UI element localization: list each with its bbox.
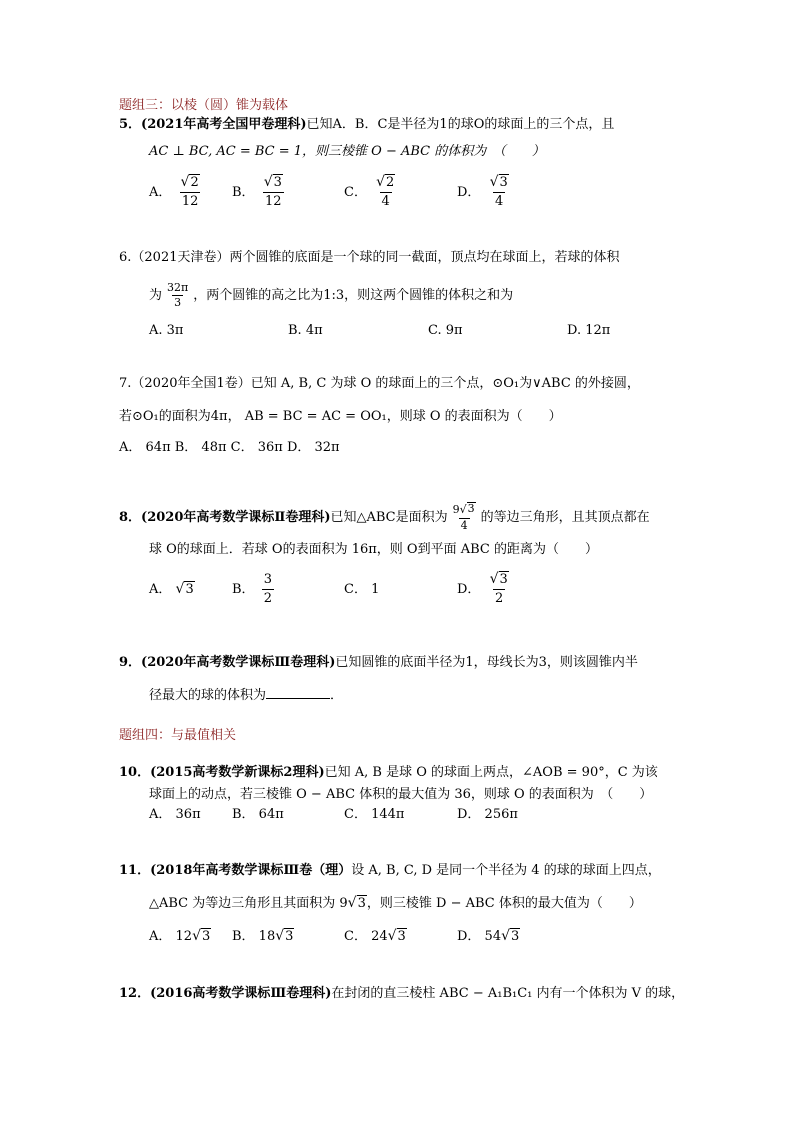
- denominator: 2: [263, 591, 272, 606]
- question-12-line-1: [119, 985, 684, 1003]
- question-6-option-d: D. 12π: [567, 323, 611, 338]
- option-label: C．: [344, 185, 367, 200]
- question-5-line-1: [119, 116, 614, 134]
- question-8-line-1: [119, 502, 650, 533]
- denominator: 12: [265, 194, 282, 209]
- question-8-option-a: A． √ 3: [149, 581, 194, 597]
- question-5-number: 5．: [119, 117, 142, 132]
- question-11-option-a: A． 12 √ 3: [149, 928, 211, 944]
- question-6-option-a: A. 3π: [149, 323, 184, 338]
- question-8-fraction: 9 √ 3 4: [452, 502, 475, 532]
- question-12-text: 在封闭的直三棱柱 ABC − A₁B₁C₁ 内有一个体积为 V 的球，: [331, 986, 685, 1001]
- group-3-title: 题组三：以棱（圆）锥为载体: [119, 98, 289, 113]
- numerator: 3: [263, 572, 272, 587]
- option-label: D．: [457, 582, 481, 597]
- denominator: 12: [181, 194, 199, 209]
- question-11-text: 设 A, B, C, D 是同一个半径为 4 的球的球面上四点，: [351, 863, 661, 878]
- radicand: 3: [285, 929, 294, 944]
- group-4-title: 题组四：与最值相关: [119, 728, 237, 743]
- option-fraction: √ 2 12: [180, 174, 199, 209]
- question-10-number: 10．: [119, 765, 151, 780]
- radicand: 3: [467, 502, 475, 515]
- question-8-option-c: C． 1: [344, 582, 380, 597]
- denominator: 3: [174, 296, 182, 309]
- option-fraction: √ 3 4: [489, 174, 508, 209]
- question-10-option-a: A． 36π: [149, 807, 201, 822]
- radicand: 3: [397, 929, 406, 944]
- option-label: B．: [232, 185, 255, 200]
- question-10-line-1: [119, 764, 658, 782]
- question-6-line-1: 6.（2021天津卷）两个圆锥的底面是一个球的同一截面，顶点均在球面上，若球的体积: [119, 250, 620, 265]
- question-11-line-1: [119, 862, 661, 880]
- question-11-post: ，则三棱锥 D − ABC 体积的最大值为（ ）: [366, 896, 642, 911]
- answer-blank[interactable]: [266, 685, 330, 699]
- question-5-option-d: [457, 174, 514, 211]
- question-8-number: 8．: [119, 510, 142, 525]
- option-label: B．: [232, 582, 255, 597]
- option-label: B． 18: [232, 929, 276, 944]
- question-7-line-1: 7.（2020年全国1卷）已知 A, B, C 为球 O 的球面上的三个点，⊙O₁为∨ABC 的外接圆，: [119, 376, 640, 391]
- denominator: 4: [381, 194, 390, 209]
- question-8-source: (2020年高考数学课标Ⅱ卷理科): [141, 510, 331, 525]
- question-10-option-b: B． 64π: [232, 807, 284, 822]
- question-11-source: (2018年高考数学课标Ⅲ卷（理）: [150, 863, 352, 878]
- numerator-coef: 9: [452, 503, 460, 516]
- question-8-post: 的等边三角形，且其顶点都在: [480, 510, 650, 525]
- denominator: 4: [495, 194, 504, 209]
- radicand: 2: [386, 175, 395, 190]
- option-fraction: √ 2 4: [376, 174, 395, 209]
- question-7-options: A． 64π B． 48π C． 36π D． 32π: [119, 440, 340, 455]
- question-5-text: 已知A．B．C是半径为1的球O的球面上的三个点，且: [306, 117, 615, 132]
- question-11-option-d: D． 54 √ 3: [457, 928, 520, 944]
- denominator: 4: [460, 519, 468, 532]
- question-9-line-2: [149, 685, 343, 705]
- question-7-line-2: 若⊙O₁的面积为4π， AB = BC = AC = OO₁，则球 O 的表面积为（ ）: [119, 409, 562, 424]
- question-10-source: (2015高考数学新课标2理科): [150, 765, 325, 780]
- question-6-line-2: [149, 281, 513, 310]
- question-11-number: 11．: [119, 863, 151, 878]
- question-8-option-b: [232, 571, 277, 608]
- option-label: A．: [149, 582, 172, 597]
- radicand: 3: [185, 582, 194, 597]
- question-11-option-b: B． 18 √ 3: [232, 928, 294, 944]
- question-10-option-d: D． 256π: [457, 807, 518, 822]
- option-label: D． 54: [457, 929, 502, 944]
- denominator: 2: [495, 591, 504, 606]
- question-5-option-a: [149, 174, 205, 211]
- question-6-option-c: C. 9π: [428, 323, 463, 338]
- option-label: D．: [457, 185, 481, 200]
- question-9-number: 9．: [119, 655, 142, 670]
- radicand: 3: [499, 572, 508, 587]
- question-9-post: ．: [330, 688, 344, 703]
- radicand: 3: [511, 929, 520, 944]
- question-11-pre: △ABC 为等边三角形且其面积为 9: [149, 896, 348, 911]
- option-label: A．: [149, 185, 172, 200]
- question-11-line-2: △ABC 为等边三角形且其面积为 9 √ 3 ，则三棱锥 D − ABC 体积的最大值为（ ）: [149, 895, 642, 911]
- question-9-line-1: [119, 654, 638, 672]
- question-6-post: ，两个圆锥的高之比为1:3，则这两个圆锥的体积之和为: [193, 288, 514, 303]
- question-5-option-b: [232, 174, 288, 211]
- question-6-fraction: [165, 281, 190, 310]
- radicand: 3: [273, 175, 282, 190]
- option-label: C． 24: [344, 929, 388, 944]
- question-5-line-2: AC ⊥ BC, AC = BC = 1，则三棱锥 O − ABC 的体积为 （ ）: [149, 144, 545, 159]
- option-label: A． 12: [149, 929, 193, 944]
- question-9-text: 已知圆锥的底面半径为1，母线长为3，则该圆锥内半: [335, 655, 638, 670]
- question-5-source: (2021年高考全国甲卷理科): [141, 117, 307, 132]
- radicand: 3: [357, 896, 366, 911]
- question-9-pre: 径最大的球的体积为: [149, 688, 267, 703]
- option-fraction: √ 3 12: [263, 174, 282, 209]
- radicand: 3: [499, 175, 508, 190]
- question-8-option-d: D． √ 3 2: [457, 571, 508, 606]
- question-10-option-c: C． 144π: [344, 807, 405, 822]
- question-12-source: (2016高考数学课标Ⅲ卷理科): [150, 986, 332, 1001]
- radicand: 2: [190, 175, 199, 190]
- question-8-line-2: 球 O的球面上．若球 O的表面积为 16π，则 O到平面 ABC 的距离为（ ）: [149, 542, 598, 557]
- question-9-source: (2020年高考数学课标Ⅲ卷理科): [141, 655, 336, 670]
- question-12-number: 12．: [119, 986, 151, 1001]
- question-6-option-b: B. 4π: [288, 323, 323, 338]
- numerator: 32π: [167, 281, 189, 294]
- radicand: 3: [202, 929, 211, 944]
- question-5-option-c: [344, 174, 400, 211]
- question-6-pre: 为: [149, 288, 163, 303]
- question-10-text: 已知 A, B 是球 O 的球面上两点，∠AOB = 90°，C 为该: [324, 765, 658, 780]
- question-10-line-2: 球面上的动点，若三棱锥 O − ABC 体积的最大值为 36，则球 O 的表面积为 （ ）: [149, 787, 653, 802]
- question-11-option-c: C． 24 √ 3: [344, 928, 406, 944]
- question-8-pre: 已知△ABC是面积为: [330, 510, 448, 525]
